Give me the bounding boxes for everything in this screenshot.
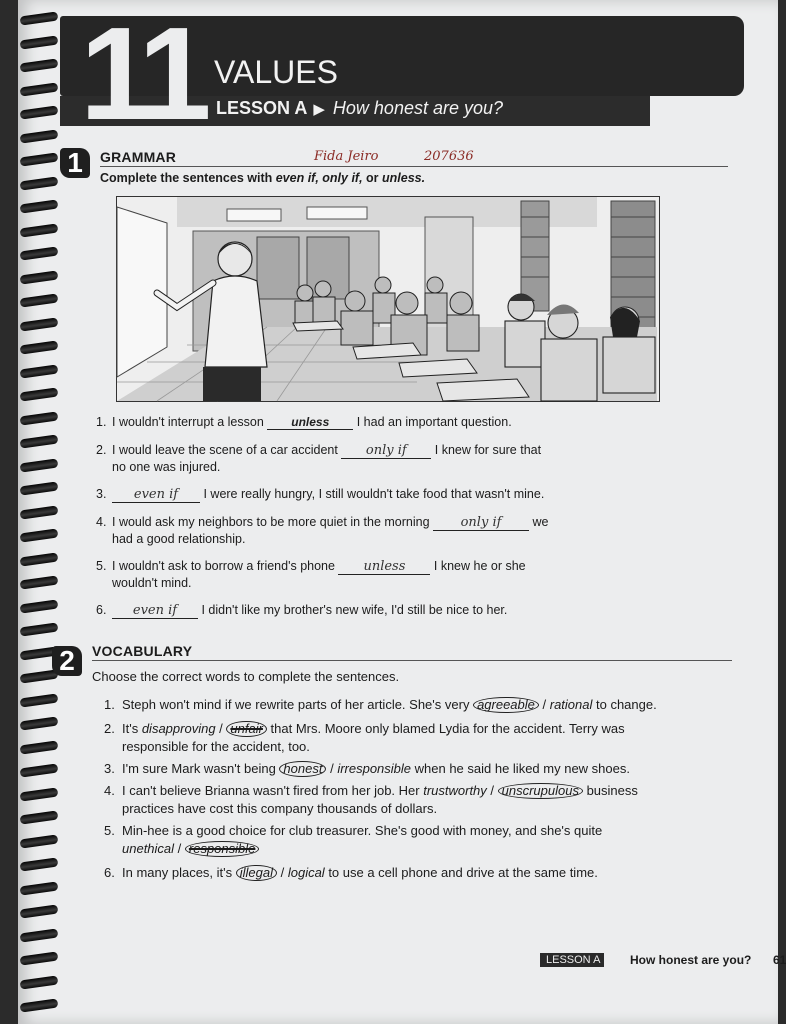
student-name: Fida Jeiro — [314, 149, 379, 164]
spiral-coil — [20, 199, 59, 213]
spiral-coil — [20, 740, 59, 754]
item-number: 4. — [96, 515, 107, 529]
answer-blank[interactable]: even if — [112, 488, 200, 503]
option-two[interactable]: responsible — [185, 841, 260, 857]
unit-title: VALUES — [214, 54, 338, 90]
section-number-badge: 1 — [60, 148, 90, 178]
footer-title: How honest are you? — [630, 953, 752, 967]
sentence-end: business — [582, 783, 638, 798]
vocabulary-item — [104, 696, 664, 714]
spiral-coil — [20, 975, 59, 989]
spiral-coil — [20, 434, 59, 448]
spiral-coil — [20, 928, 59, 942]
spiral-coil — [20, 669, 59, 683]
item-number: 6. — [96, 603, 107, 617]
sentence-start: In many places, it's — [122, 865, 236, 880]
sentence-continuation: no one was injured. — [112, 460, 221, 474]
unit-number: 11 — [80, 0, 204, 147]
classroom-illustration — [116, 196, 660, 402]
spiral-coil — [20, 622, 59, 636]
spiral-coil — [20, 246, 59, 260]
spiral-coil — [20, 763, 59, 777]
spiral-coil — [20, 575, 59, 589]
option-two[interactable]: logical — [287, 865, 325, 880]
spiral-coil — [20, 11, 59, 25]
grammar-item — [96, 414, 616, 431]
spiral-coil — [20, 599, 59, 613]
grammar-item — [96, 442, 616, 476]
item-number: 1. — [104, 697, 115, 712]
answer-blank[interactable]: even if — [112, 604, 198, 619]
spiral-coil — [20, 810, 59, 824]
option-two[interactable]: rational — [549, 697, 593, 712]
option-separator: / — [174, 841, 185, 856]
sentence-end: I were really hungry, I still wouldn't take food that wasn't mine. — [200, 487, 545, 501]
footer-lesson-tag: LESSON A — [540, 953, 604, 967]
sentence-start: I would leave the scene of a car accident — [112, 443, 342, 457]
item-number: 5. — [96, 559, 107, 573]
spiral-coil — [20, 35, 59, 49]
section-divider — [100, 166, 728, 167]
item-number: 6. — [104, 865, 115, 880]
spiral-coil — [20, 998, 59, 1012]
spiral-coil — [20, 505, 59, 519]
option-two[interactable]: unfair — [226, 721, 267, 737]
spiral-coil — [20, 317, 59, 331]
answer-blank[interactable]: unless — [267, 415, 353, 430]
spiral-coil — [20, 857, 59, 871]
lesson-question: How honest are you? — [332, 98, 504, 118]
sentence-start: I would ask my neighbors to be more quiet in the morning — [112, 515, 434, 529]
option-one[interactable]: agreeable — [473, 697, 539, 713]
spiral-coil — [20, 105, 59, 119]
student-id: 207636 — [424, 149, 474, 164]
grammar-item — [96, 486, 616, 503]
item-number: 2. — [96, 443, 107, 457]
sentence-start: I'm sure Mark wasn't being — [122, 761, 280, 776]
spiral-binding — [18, 0, 64, 1024]
spiral-coil — [20, 458, 59, 472]
grammar-item — [96, 514, 616, 548]
spiral-coil — [20, 364, 59, 378]
sentence-start: I wouldn't interrupt a lesson — [112, 415, 268, 429]
answer-blank[interactable]: only if — [433, 516, 529, 531]
sentence-start: Steph won't mind if we rewrite parts of her article. She's very — [122, 697, 474, 712]
vocabulary-instruction: Choose the correct words to complete the sentences. — [92, 669, 400, 684]
spiral-coil — [20, 293, 59, 307]
sentence-continuation: responsible for the accident, too. — [122, 739, 310, 754]
spiral-coil — [20, 411, 59, 425]
option-one[interactable]: disapproving — [141, 721, 216, 736]
grammar-instruction: Complete the sentences with even if, only if, or unless. — [100, 171, 426, 185]
option-separator: / — [326, 761, 338, 776]
option-one[interactable]: unethical — [122, 841, 175, 856]
spiral-coil — [20, 340, 59, 354]
play-triangle-icon: ▶ — [313, 101, 325, 118]
lesson-heading — [216, 99, 503, 117]
grammar-title: GRAMMAR — [100, 149, 177, 165]
grammar-item — [96, 602, 616, 619]
spiral-coil — [20, 552, 59, 566]
item-number: 1. — [96, 415, 107, 429]
option-one[interactable]: illegal — [236, 865, 277, 881]
spiral-coil — [20, 834, 59, 848]
vocabulary-item — [104, 720, 664, 756]
item-number: 4. — [104, 783, 115, 798]
lesson-label: LESSON A — [216, 98, 308, 118]
sentence-end: that Mrs. Moore only blamed Lydia for the accident. Terry was — [266, 721, 625, 736]
sentence-start: I wouldn't ask to borrow a friend's phone — [112, 559, 339, 573]
grammar-item — [96, 558, 616, 592]
spiral-coil — [20, 129, 59, 143]
option-one[interactable]: trustworthy — [423, 783, 487, 798]
section-divider — [92, 660, 732, 661]
option-two[interactable]: irresponsible — [337, 761, 412, 776]
sentence-end: we — [529, 515, 549, 529]
option-separator: / — [277, 865, 288, 880]
spiral-coil — [20, 82, 59, 96]
spiral-coil — [20, 904, 59, 918]
item-number: 5. — [104, 823, 115, 838]
option-separator: / — [538, 697, 550, 712]
sentence-start: Min-hee is a good choice for club treasurer. She's good with money, and she's quite — [122, 823, 603, 838]
spiral-coil — [20, 152, 59, 166]
option-one[interactable]: honest — [279, 761, 326, 777]
workbook-page — [18, 0, 786, 1024]
option-separator: / — [486, 783, 498, 798]
vocabulary-item — [104, 864, 664, 882]
answer-blank[interactable]: only if — [341, 444, 431, 459]
spiral-coil — [20, 693, 59, 707]
spiral-coil — [20, 881, 59, 895]
sentence-continuation: practices have cost this company thousands of dollars. — [122, 801, 438, 816]
vocabulary-item — [104, 760, 664, 778]
answer-blank[interactable]: unless — [338, 560, 430, 575]
sentence-continuation: had a good relationship. — [112, 532, 246, 546]
spiral-coil — [20, 787, 59, 801]
sentence-start: It's — [122, 721, 142, 736]
spiral-coil — [20, 176, 59, 190]
spiral-coil — [20, 223, 59, 237]
sentence-end: to use a cell phone and drive at the same time. — [324, 865, 598, 880]
spiral-coil — [20, 528, 59, 542]
spiral-coil — [20, 481, 59, 495]
item-number: 3. — [96, 487, 107, 501]
page-number: 61 — [773, 953, 786, 967]
vocabulary-title: VOCABULARY — [92, 643, 193, 659]
sentence-end: I knew he or she — [430, 559, 526, 573]
item-number: 2. — [104, 721, 115, 736]
sentence-continuation: wouldn't mind. — [112, 576, 192, 590]
sentence-end: I didn't like my brother's new wife, I'd still be nice to her. — [198, 603, 508, 617]
vocabulary-item — [104, 782, 664, 818]
option-two[interactable]: unscrupulous — [498, 783, 583, 799]
sentence-end: I knew for sure that — [431, 443, 542, 457]
sentence-end: to change. — [592, 697, 657, 712]
spiral-coil — [20, 58, 59, 72]
item-number: 3. — [104, 761, 115, 776]
vocabulary-item — [104, 822, 664, 858]
option-separator: / — [215, 721, 227, 736]
spiral-coil — [20, 387, 59, 401]
sentence-end: I had an important question. — [353, 415, 512, 429]
section-number-badge: 2 — [52, 646, 82, 676]
spiral-coil — [20, 716, 59, 730]
spiral-coil — [20, 270, 59, 284]
sentence-start: I can't believe Brianna wasn't fired from her job. Her — [122, 783, 424, 798]
sentence-end: when he said he liked my new shoes. — [411, 761, 630, 776]
spiral-coil — [20, 951, 59, 965]
